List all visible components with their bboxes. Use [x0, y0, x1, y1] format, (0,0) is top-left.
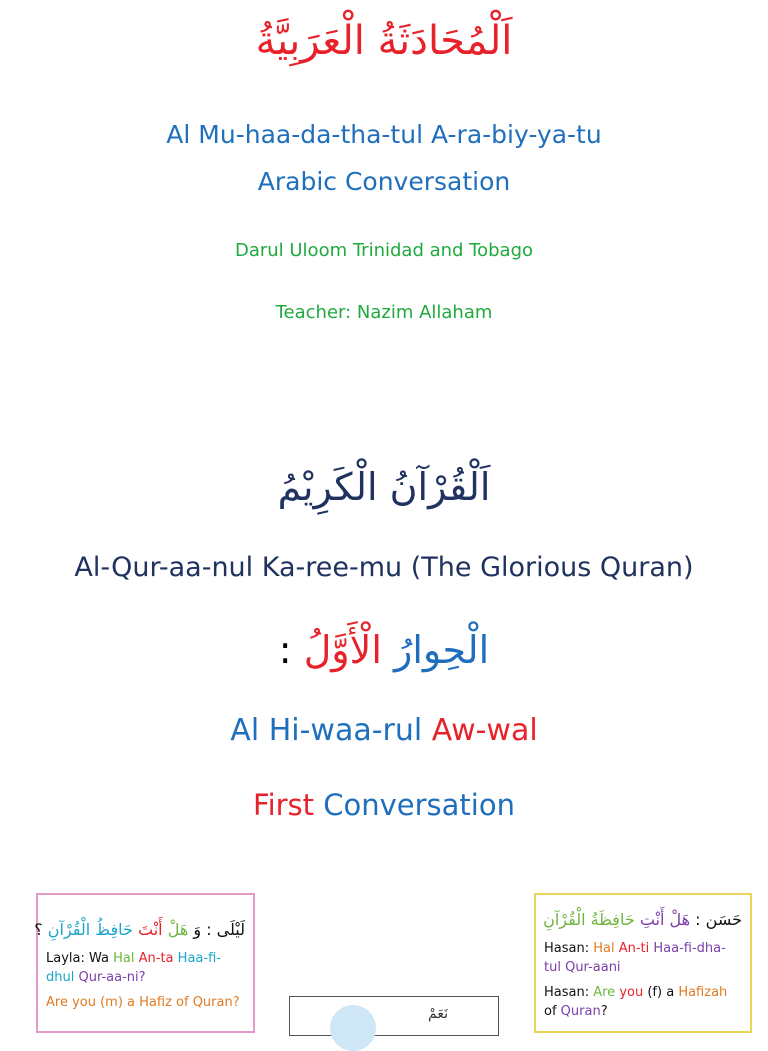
- avatar: [330, 1005, 376, 1051]
- dialogue-card-middle: [289, 996, 499, 1036]
- layla-arabic-wa: وَ: [193, 920, 202, 939]
- dialogue-card-hasan: [534, 893, 752, 1033]
- hasan-translit-line: [544, 939, 742, 977]
- hasan-speaker-2: Hasan:: [544, 985, 594, 1000]
- layla-wa: Wa: [84, 951, 114, 966]
- layla-quraani: Qur-aa-ni?: [78, 970, 146, 985]
- hasan-hal: Hal: [593, 941, 619, 956]
- lesson-translit-part1: Al Hi-waa-rul: [230, 713, 432, 748]
- lesson-arabic-word2: الْأَوَّلُ: [303, 628, 382, 672]
- layla-arabic-question: ؟: [34, 920, 43, 939]
- middle-arabic-snippet: نَعَمْ: [428, 1006, 448, 1022]
- hasan-of: of: [544, 1004, 561, 1019]
- layla-hal: Hal: [113, 951, 139, 966]
- hasan-hafizah: Hafizah: [678, 985, 728, 1000]
- lesson-arabic-heading: [0, 628, 768, 672]
- hasan-arabic-line: [544, 907, 742, 933]
- lesson-english-heading: [0, 788, 768, 822]
- hasan-you: you: [619, 985, 644, 1000]
- layla-arabic-hafiz: حَافِظُ الْقُرْآنِ: [47, 920, 133, 939]
- hasan-arabic-hal: هَلْ: [669, 910, 691, 929]
- lesson-english-part1: First: [253, 788, 315, 822]
- hasan-anti: An-ti: [618, 941, 654, 956]
- lesson-english-part2: Conversation: [314, 788, 515, 822]
- lesson-translit-part2: Aw-wal: [431, 713, 538, 748]
- hasan-f: (f) a: [643, 985, 679, 1000]
- school-name: Darul Uloom Trinidad and Tobago: [234, 240, 534, 261]
- layla-anta: An-ta: [138, 951, 178, 966]
- hasan-are: Are: [593, 985, 620, 1000]
- hasan-speaker: Hasan:: [544, 941, 594, 956]
- quran-transliteration: Al-Qur-aa-nul Ka-ree-mu (The Glorious Quran): [74, 552, 694, 583]
- lesson-arabic-colon: :: [278, 628, 292, 672]
- hasan-arabic-anti: أَنْتِ: [639, 910, 665, 929]
- layla-haafidhul: Haa-fi-dhul: [46, 951, 221, 985]
- teacher-name: Teacher: Nazim Allaham: [275, 302, 493, 323]
- layla-arabic-anta: أَنْتَ: [138, 920, 163, 939]
- layla-speaker: Layla:: [46, 951, 85, 966]
- dialogue-card-layla: [36, 893, 255, 1033]
- layla-english-line: Are you (m) a Hafiz of Quran?: [46, 995, 240, 1010]
- layla-arabic-speaker: لَيْلَى :: [206, 920, 245, 939]
- hasan-arabic-hafiza: حَافِظَةُ الْقُرْآنِ: [543, 910, 635, 929]
- quran-arabic: اَلْقُرْآنُ الْكَرِيْمُ: [277, 465, 491, 509]
- hasan-tul-quraani: tul Qur-aani: [544, 960, 621, 975]
- english-title: Arabic Conversation: [257, 167, 511, 196]
- hasan-quran: Quran: [560, 1004, 601, 1019]
- hasan-arabic-speaker: حَسَن :: [695, 910, 742, 929]
- arabic-title: اَلْمُحَادَثَةُ الْعَرَبِيَّةُ: [255, 18, 513, 64]
- transliterated-title: Al Mu-haa-da-tha-tul A-ra-biy-ya-tu: [166, 120, 602, 149]
- hasan-qmark: ?: [600, 1004, 608, 1019]
- layla-arabic-hal: هَلْ: [167, 920, 189, 939]
- layla-arabic-line: [34, 917, 245, 943]
- layla-translit-line: [46, 949, 245, 987]
- lesson-arabic-word1: الْحِوارُ: [393, 628, 490, 672]
- lesson-transliteration: [0, 713, 768, 748]
- hasan-english-line: [544, 983, 742, 1021]
- hasan-haafidha: Haa-fi-dha-: [653, 941, 726, 956]
